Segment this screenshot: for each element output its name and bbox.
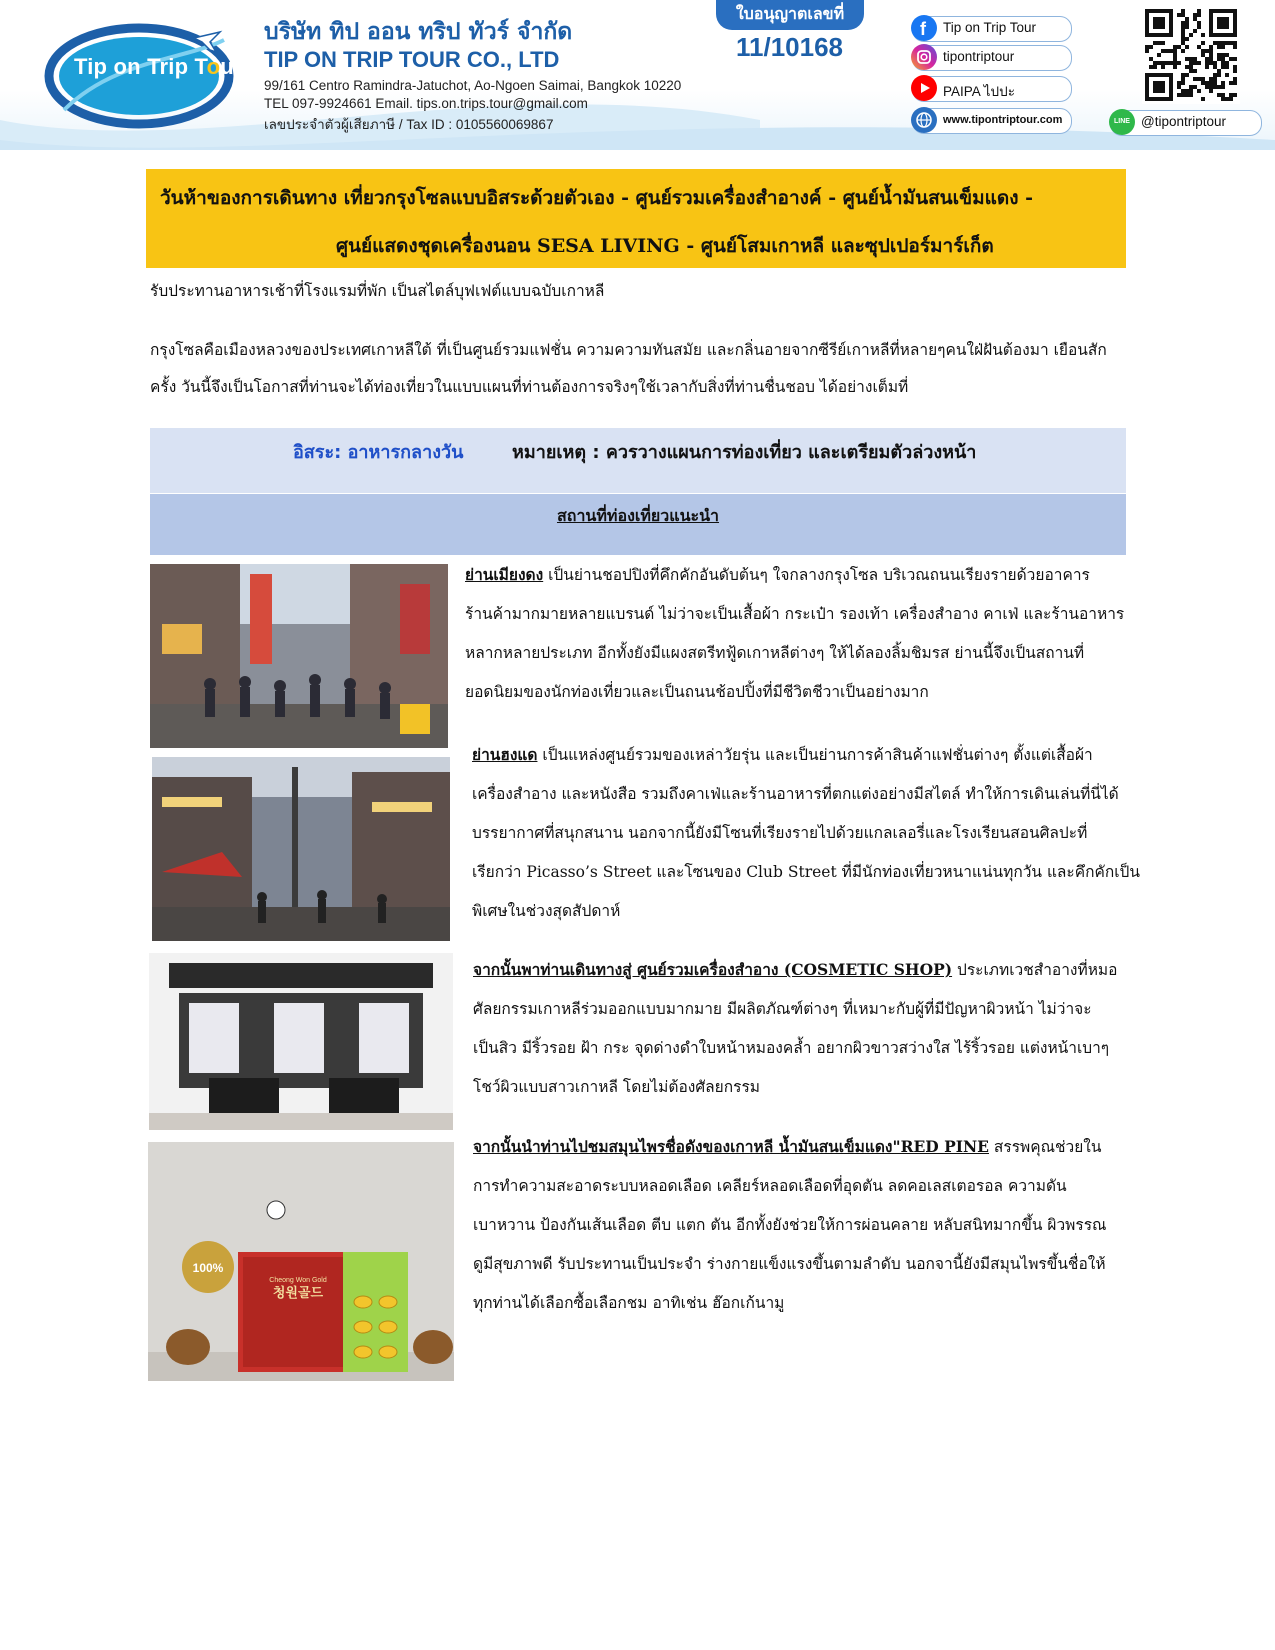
- instagram-link[interactable]: tipontriptour: [912, 45, 1072, 71]
- intro-paragraph-line-1: กรุงโซลคือเมืองหลวงของประเทศเกาหลีใต้ ที่เป็นศูนย์รวมแฟชั่น ความความทันสมัย และกลิ่นอายจากซีรีย์เกาหลีที่หลายๆคนใฝ่ฝันต้องมา เยือนสัก: [150, 341, 1107, 359]
- day-title-line-2: ศูนย์แสดงชุดเครื่องนอน SESA LIVING - ศูนย์โสมเกาหลี และซุปเปอร์มาร์เก็ต: [336, 235, 994, 257]
- company-address: 99/161 Centro Ramindra-Jatuchot, Ao-Ngoen Saimai, Bangkok 10220: [264, 78, 682, 93]
- instagram-icon: [911, 44, 937, 70]
- planning-note: หมายเหตุ : ควรวางแผนการท่องเที่ยว และเตรียมตัวล่วงหน้า: [512, 442, 977, 463]
- svg-text:Cheong Won Gold: Cheong Won Gold: [269, 1277, 327, 1284]
- red-pine-oil-product-photo: [148, 1142, 454, 1381]
- line-icon: LINE: [1109, 109, 1135, 135]
- place-title: ย่านฮงแด: [472, 745, 538, 764]
- company-logo: Tip on Trip Tour: [44, 20, 234, 130]
- website-link[interactable]: www.tipontriptour.com: [912, 108, 1072, 134]
- qr-code: [1142, 6, 1240, 104]
- svg-text:100%: 100%: [192, 1261, 224, 1275]
- svg-text:f: f: [920, 19, 926, 39]
- day-title-banner: [146, 169, 1126, 268]
- recommended-places-title: สถานที่ท่องเที่ยวแนะนำ: [556, 506, 720, 525]
- license-number: 11/10168: [736, 32, 844, 62]
- company-tax-id: เลขประจำตัวผู้เสียภาษี / Tax ID : 0105560069867: [264, 117, 554, 132]
- intro-paragraph-line-2: ครั้ง วันนี้จึงเป็นโอกาสที่ท่านจะได้ท่องเที่ยวในแบบแผนที่ท่านต้องการจริงๆใช้เวลากับสิ่งที่ท่านชื่นชอบ ได้อย่างเต็มที่: [150, 378, 909, 396]
- youtube-link[interactable]: PAIPA ไปปะ: [912, 76, 1072, 102]
- free-lunch-label: อิสระ: อาหารกลางวัน: [293, 442, 464, 463]
- globe-icon: [911, 107, 937, 133]
- youtube-icon: [911, 75, 937, 101]
- hongdae-street-photo: [152, 757, 450, 941]
- free-lunch-row: [150, 428, 1126, 493]
- letterhead: [0, 0, 1275, 150]
- breakfast-note: รับประทานอาหารเช้าที่โรงแรมที่พัก เป็นสไตล์บุฟเฟต์แบบฉบับเกาหลี: [150, 282, 605, 300]
- myeongdong-street-photo: [150, 564, 448, 748]
- company-name-thai: บริษัท ทิป ออน ทริป ทัวร์ จำกัด: [264, 19, 573, 45]
- recommended-places-header: [150, 494, 1126, 555]
- company-name-english: TIP ON TRIP TOUR CO., LTD: [264, 47, 560, 72]
- place-title: จากนั้นพาท่านเดินทางสู่ ศูนย์รวมเครื่องสำอาง (COSMETIC SHOP): [473, 960, 953, 979]
- place-title: จากนั้นนำท่านไปชมสมุนไพรชื่อดังของเกาหลี น้ำมันสนเข็มแดง"RED PINE: [473, 1137, 989, 1156]
- facebook-icon: [911, 15, 937, 41]
- cosmetic-shop-photo: [149, 953, 453, 1130]
- facebook-link[interactable]: f Tip on Trip Tour: [912, 16, 1072, 42]
- svg-text:청원골드: 청원골드: [272, 1286, 324, 1301]
- place-title: ย่านเมียงดง: [465, 565, 544, 584]
- company-contact: TEL 097-9924661 Email. tips.on.trips.tour@gmail.com: [264, 96, 588, 111]
- day-title-line-1: วันห้าของการเดินทาง เที่ยวกรุงโซลแบบอิสระด้วยตัวเอง - ศูนย์รวมเครื่องสำอางค์ - ศูนย์น้ำมันสนเข็มแดง -: [160, 187, 1034, 209]
- license-label: ใบอนุญาตเลขที่: [716, 0, 864, 30]
- line-link[interactable]: LINE @tipontriptour: [1110, 110, 1262, 136]
